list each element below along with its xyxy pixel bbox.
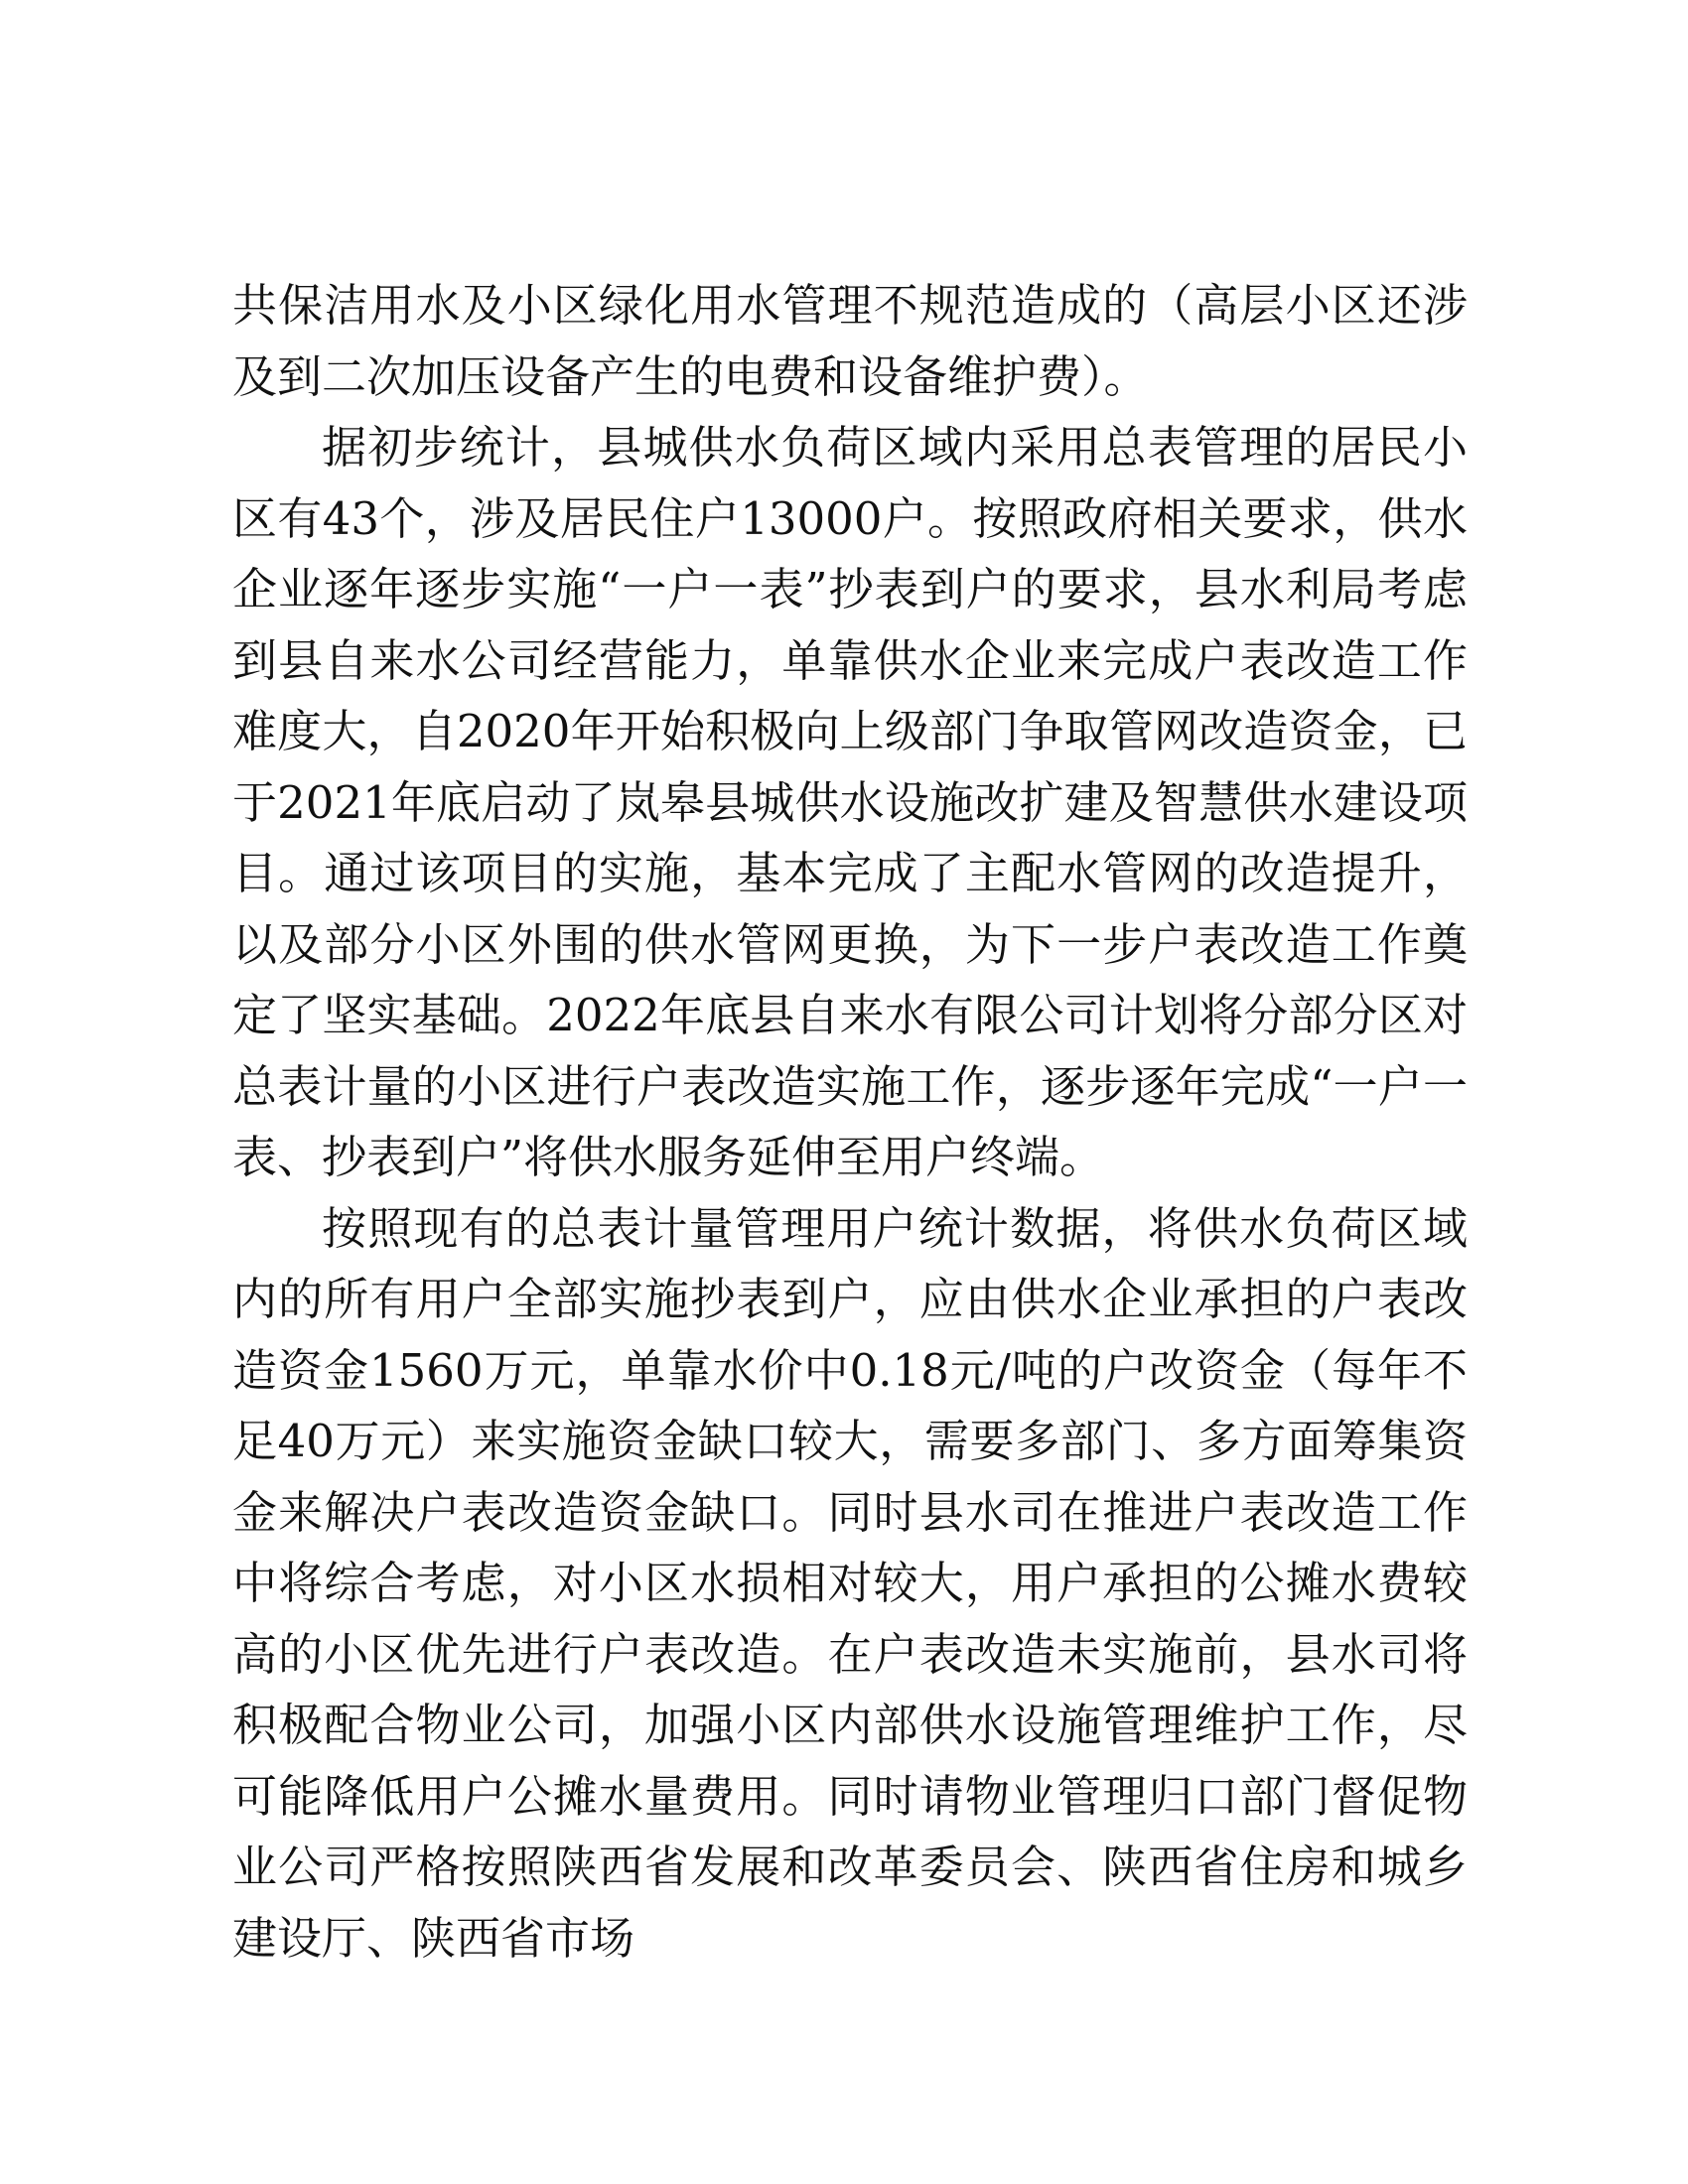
paragraph-3: 按照现有的总表计量管理用户统计数据，将供水负荷区域内的所有用户全部实施抄表到户，应由供水企业承担的户表改造资金1560万元，单靠水价中0.18元/吨的户改资金（每年不足40万元）来实施资金缺口较大，需要多部门、多方面筹集资金来解决户表改造资金缺口。同时县水司在推进户表改造工作中将综合考虑，对小区水损相对较大，用户承担的公摊水费较高的小区优先进行户表改造。在户表改造未实施前，县水司将积极配合物业公司，加强小区内部供水设施管理维护工作，尽可能降低用户公摊水量费用。同时请物业管理归口部门督促物业公司严格按照陕西省发展和改革委员会、陕西省住房和城乡建设厅、陕西省市场 xyxy=(232,1201,1468,1965)
paragraph-2: 据初步统计，县城供水负荷区域内采用总表管理的居民小区有43个，涉及居民住户13000户。按照政府相关要求，供水企业逐年逐步实施“一户一表”抄表到户的要求，县水利局考虑到县自来水公司经营能力，单靠供水企业来完成户表改造工作难度大，自2020年开始积极向上级部门争取管网改造资金，已于2021年底启动了岚皋县城供水设施改扩建及智慧供水建设项目。通过该项目的实施，基本完成了主配水管网的改造提升，以及部分小区外围的供水管网更换，为下一步户表改造工作奠定了坚实基础。2022年底县自来水有限公司计划将分部分区对总表计量的小区进行户表改造实施工作，逐步逐年完成“一户一表、抄表到户”将供水服务延伸至用户终端。 xyxy=(232,421,1468,1183)
paragraph-1: 共保洁用水及小区绿化用水管理不规范造成的（高层小区还涉及到二次加压设备产生的电费和设备维护费）。 xyxy=(232,279,1468,403)
document-body xyxy=(232,270,1468,1974)
